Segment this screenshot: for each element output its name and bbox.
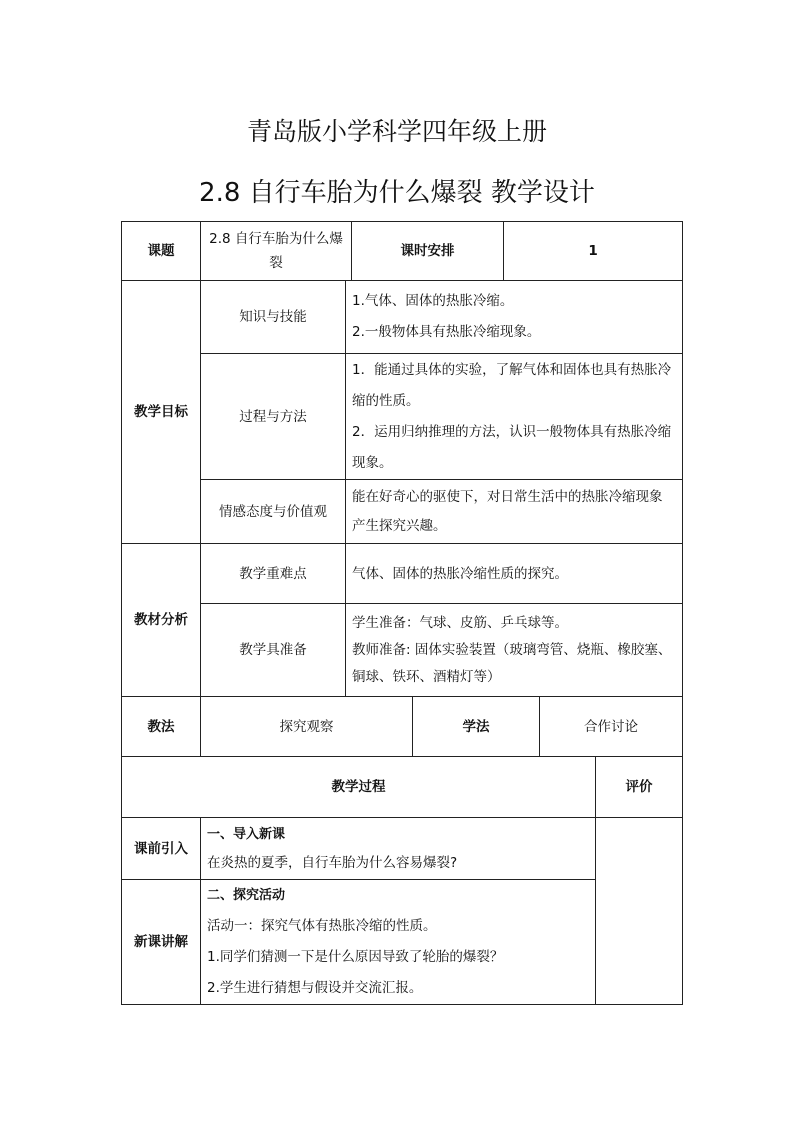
lesson-plan-table — [121, 221, 683, 1005]
process-label: 过程与方法 — [201, 354, 346, 480]
keypoint-label: 教学重难点 — [201, 544, 346, 604]
knowledge-line: 2.一般物体具有热胀冷缩现象。 — [352, 324, 541, 340]
prep-label: 教学具准备 — [201, 604, 346, 697]
prep-line: 学生准备：气球、皮筋、乒乓球等。 — [352, 614, 568, 631]
topic-value: 2.8 自行车胎为什么爆裂 — [201, 222, 352, 281]
intro-label: 课前引入 — [122, 818, 201, 880]
prep-line: 铜球、铁环、酒精灯等） — [352, 668, 501, 685]
intro-content — [201, 818, 596, 880]
process-line: 缩的性质。 — [352, 392, 420, 409]
eval-cell — [596, 818, 683, 1005]
attitude-line: 产生探究兴趣。 — [352, 517, 447, 534]
learning-label: 学法 — [413, 697, 540, 757]
new-lesson-line: 1.同学们猜测一下是什么原因导致了轮胎的爆裂？ — [207, 949, 504, 965]
method-label: 教法 — [122, 697, 201, 757]
knowledge-content — [346, 281, 683, 354]
topic-label: 课题 — [122, 222, 201, 281]
schedule-value: 1 — [504, 222, 683, 281]
objectives-label: 教学目标 — [122, 281, 201, 544]
schedule-label: 课时安排 — [352, 222, 504, 281]
eval-header: 评价 — [596, 757, 683, 818]
process-line: 现象。 — [352, 454, 393, 471]
process-header: 教学过程 — [122, 757, 596, 818]
prep-line: 教师准备: 固体实验装置（玻璃弯管、烧瓶、橡胶塞、 — [352, 641, 672, 658]
learning-value: 合作讨论 — [540, 697, 683, 757]
new-lesson-heading: 二、探究活动 — [207, 888, 286, 903]
knowledge-line: 1.气体、固体的热胀冷缩。 — [352, 293, 514, 309]
new-lesson-label: 新课讲解 — [122, 880, 201, 1005]
attitude-content — [346, 480, 683, 544]
new-lesson-line: 2.学生进行猜想与假设并交流汇报。 — [207, 980, 423, 996]
knowledge-label: 知识与技能 — [201, 281, 346, 354]
document-subtitle: 2.8 自行车胎为什么爆裂 教学设计 — [199, 178, 595, 208]
method-value: 探究观察 — [201, 697, 413, 757]
intro-heading: 一、导入新课 — [207, 826, 286, 842]
process-line: 2．运用归纳推理的方法，认识一般物体具有热胀冷缩 — [352, 423, 672, 440]
prep-content — [346, 604, 683, 697]
attitude-line: 能在好奇心的驱使下，对日常生活中的热胀冷缩现象 — [352, 488, 663, 505]
attitude-label: 情感态度与价值观 — [201, 480, 346, 544]
keypoint-value: 气体、固体的热胀冷缩性质的探究。 — [346, 544, 683, 604]
document-title: 青岛版小学科学四年级上册 — [246, 117, 547, 146]
process-line: 1．能通过具体的实验，了解气体和固体也具有热胀冷 — [352, 361, 672, 378]
new-lesson-content — [201, 880, 596, 1005]
intro-text: 在炎热的夏季，自行车胎为什么容易爆裂? — [207, 854, 458, 871]
new-lesson-line: 活动一：探究气体有热胀冷缩的性质。 — [207, 918, 437, 934]
material-label: 教材分析 — [122, 544, 201, 697]
process-content — [346, 354, 683, 480]
